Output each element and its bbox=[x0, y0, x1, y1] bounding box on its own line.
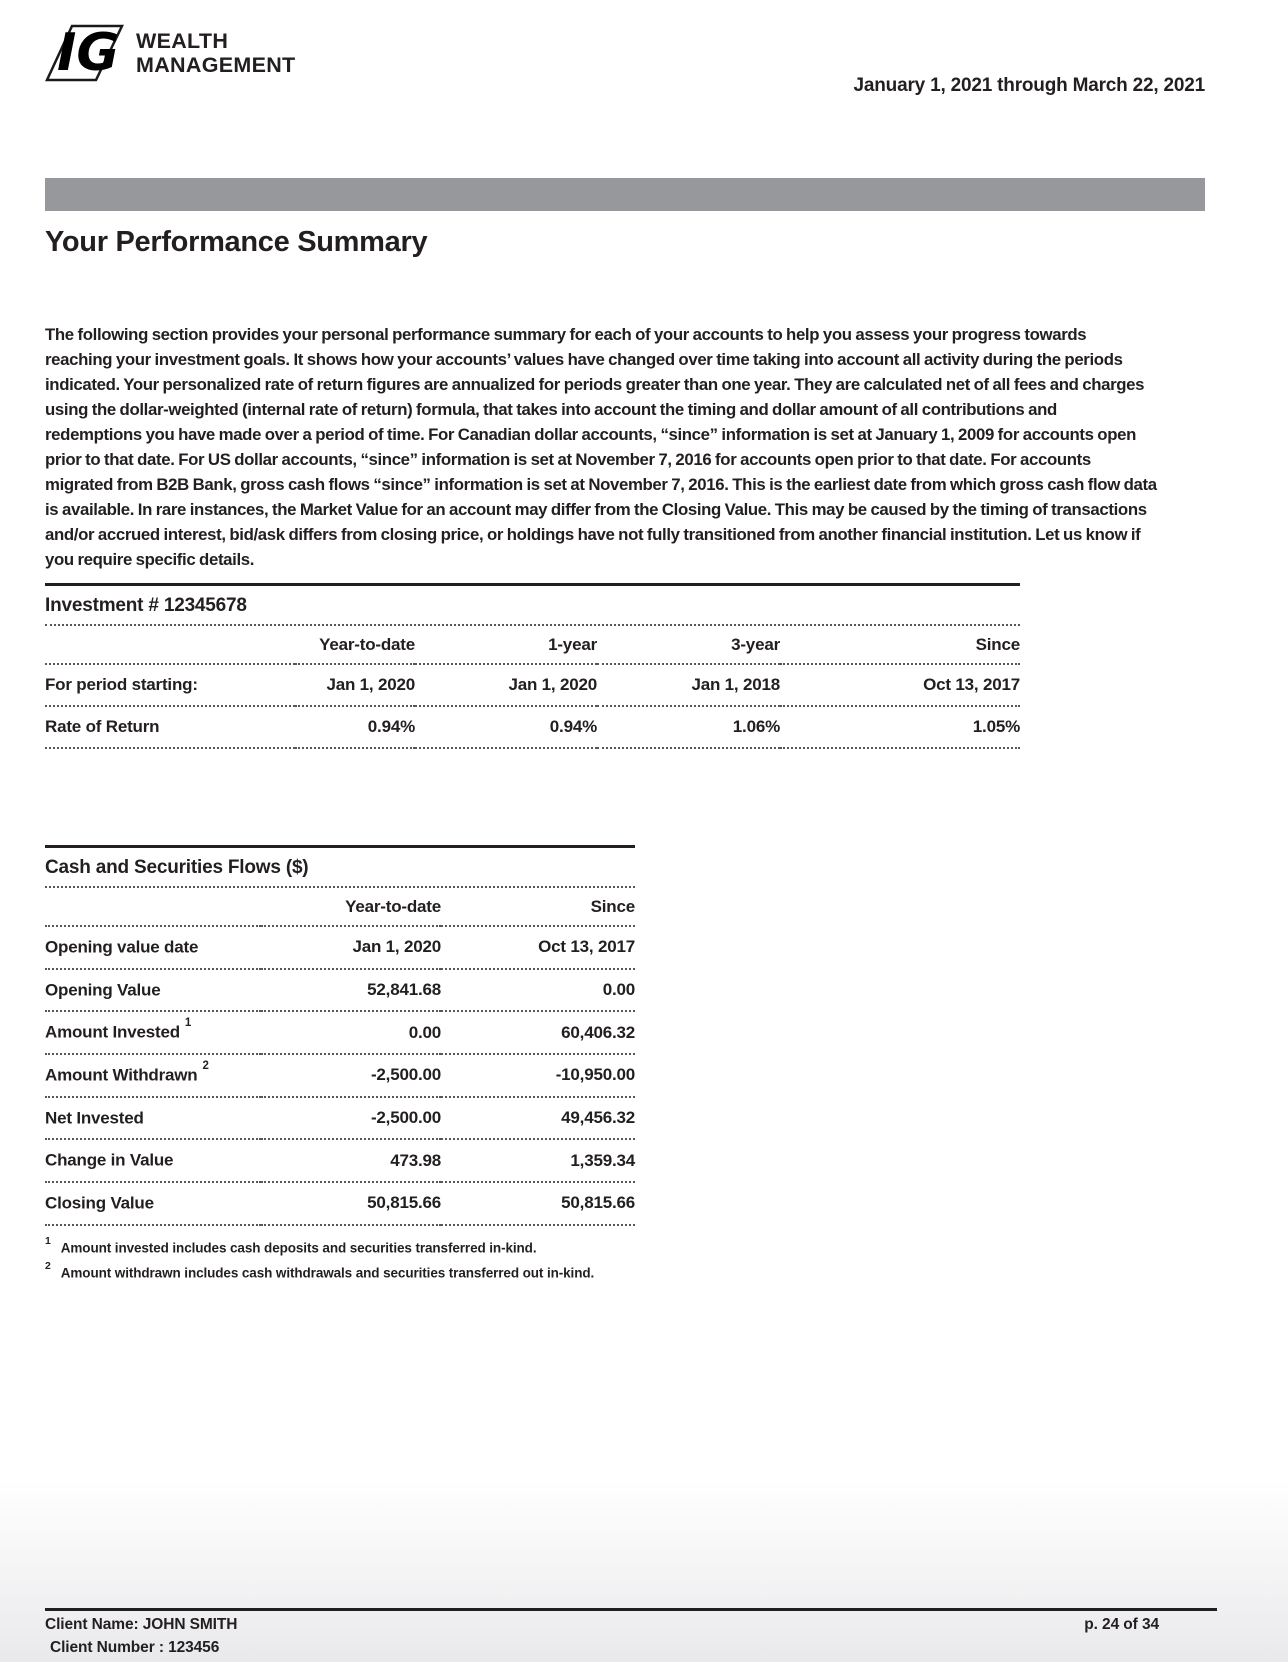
cell-value: 0.94% bbox=[295, 706, 415, 748]
cell-value: 52,841.68 bbox=[261, 969, 441, 1012]
row-label: Opening Value bbox=[45, 969, 261, 1012]
cell-value: Oct 13, 2017 bbox=[441, 926, 635, 969]
table-row bbox=[45, 926, 635, 969]
row-label: Net Invested bbox=[45, 1097, 261, 1140]
cell-value: 49,456.32 bbox=[441, 1097, 635, 1140]
column-header-1year: 1-year bbox=[415, 626, 597, 664]
cell-value: 1.05% bbox=[780, 706, 1020, 748]
cell-value: 0.00 bbox=[441, 969, 635, 1012]
cash-flows-table bbox=[45, 888, 635, 1226]
cell-value: 1.06% bbox=[597, 706, 780, 748]
cell-value: 0.94% bbox=[415, 706, 597, 748]
table-row bbox=[45, 969, 635, 1012]
footnote-2 bbox=[45, 1260, 635, 1281]
footnote-1-text: Amount invested includes cash deposits and securities transferred in-kind. bbox=[60, 1240, 537, 1256]
investment-section-title: Investment # 12345678 bbox=[45, 586, 1020, 626]
table-header-row bbox=[45, 888, 635, 926]
brand-wordmark bbox=[136, 22, 295, 77]
page-number: p. 24 of 34 bbox=[1084, 1616, 1159, 1633]
client-name: Client Name: JOHN SMITH bbox=[45, 1616, 238, 1633]
brand-logo bbox=[45, 22, 1243, 82]
table-row bbox=[45, 706, 1020, 748]
client-number: Client Number : 123456 bbox=[50, 1639, 220, 1656]
footnote-2-text: Amount withdrawn includes cash withdrawals and securities transferred out in-kind. bbox=[60, 1265, 595, 1281]
table-row bbox=[45, 664, 1020, 706]
table-header-row bbox=[45, 626, 1020, 664]
table-row bbox=[45, 1054, 635, 1097]
footnote-2-marker: 2 bbox=[45, 1260, 51, 1273]
cell-value: Jan 1, 2020 bbox=[261, 926, 441, 969]
page-footer bbox=[45, 1608, 1217, 1657]
column-header-since: Since bbox=[780, 626, 1020, 664]
column-spacer bbox=[45, 888, 261, 926]
footnote-marker: 2 bbox=[202, 1059, 209, 1072]
footnotes bbox=[45, 1234, 635, 1281]
cell-value: Oct 13, 2017 bbox=[780, 664, 1020, 706]
cash-securities-flows-section bbox=[45, 845, 635, 1281]
cell-value: Jan 1, 2018 bbox=[597, 664, 780, 706]
cell-value: -10,950.00 bbox=[441, 1054, 635, 1097]
footnote-marker: 1 bbox=[184, 1017, 192, 1030]
column-header-ytd: Year-to-date bbox=[261, 888, 441, 926]
page-header bbox=[45, 22, 1243, 102]
brand-line-1: WEALTH bbox=[136, 29, 229, 53]
column-spacer bbox=[45, 626, 295, 664]
cell-value: 473.98 bbox=[261, 1139, 441, 1182]
column-header-since: Since bbox=[441, 888, 635, 926]
ig-logo-icon bbox=[45, 24, 125, 82]
row-label: Amount Withdrawn $^2$ bbox=[45, 1054, 261, 1097]
brand-line-2: MANAGEMENT bbox=[136, 53, 296, 77]
page-title: Your Performance Summary bbox=[45, 226, 428, 258]
statement-period: January 1, 2021 through March 22, 2021 bbox=[853, 75, 1205, 96]
table-row bbox=[45, 1182, 635, 1225]
client-info bbox=[45, 1616, 237, 1657]
column-header-3year: 3-year bbox=[597, 626, 780, 664]
footnote-1 bbox=[45, 1234, 635, 1256]
row-label: Opening value date bbox=[45, 926, 261, 969]
column-header-ytd: Year-to-date bbox=[295, 626, 415, 664]
investment-performance-table bbox=[45, 626, 1020, 749]
row-label: Closing Value bbox=[45, 1182, 261, 1225]
brand-mark-text: IG bbox=[57, 24, 120, 82]
footnote-1-marker: 1 bbox=[45, 1234, 51, 1247]
section-divider-bar bbox=[45, 178, 1205, 211]
cell-value: 50,815.66 bbox=[441, 1182, 635, 1225]
cash-flows-section-title: Cash and Securities Flows ($) bbox=[45, 848, 635, 888]
intro-paragraph: The following section provides your personal performance summary for each of your accounts to help you assess your progress towards reaching your investment goals. It shows how your accounts’ values have changed over time taking into account all activity during the periods indicated. Your personalized rate of return figures are annualized for periods greater than one year. They are calculated net of all fees and charges using the dollar-weighted (internal rate of return) formula, that takes into account the timing and dollar amount of all contributions and redemptions you have made over a period of time. For Canadian dollar accounts, “since” information is set at January 1, 2009 for accounts open prior to that date. For US dollar accounts, “since” information is set at November 7, 2016 for accounts open prior to that date. For accounts migrated from B2B Bank, gross cash flows “since” information is set at November 7, 2016. This is the earliest date from which gross cash flow data is available. In rare instances, the Market Value for an account may differ from the Closing Value. This may be caused by the timing of transactions and/or accrued interest, bid/ask differs from closing price, or holdings have not fully transitioned from another financial institution. Let us know if you require specific details. bbox=[45, 325, 1157, 569]
cell-value: -2,500.00 bbox=[261, 1097, 441, 1140]
investment-performance-section bbox=[45, 583, 1020, 749]
cell-value: Jan 1, 2020 bbox=[415, 664, 597, 706]
cell-value: 50,815.66 bbox=[261, 1182, 441, 1225]
row-label: For period starting: bbox=[45, 664, 295, 706]
table-row bbox=[45, 1139, 635, 1182]
row-label: Rate of Return bbox=[45, 706, 295, 748]
cell-value: 1,359.34 bbox=[441, 1139, 635, 1182]
cell-value: 60,406.32 bbox=[441, 1011, 635, 1054]
cell-value: -2,500.00 bbox=[261, 1054, 441, 1097]
cell-value: Jan 1, 2020 bbox=[295, 664, 415, 706]
table-row bbox=[45, 1011, 635, 1054]
table-row bbox=[45, 1097, 635, 1140]
row-label: Change in Value bbox=[45, 1139, 261, 1182]
row-label: Amount Invested $^1$ bbox=[45, 1011, 261, 1054]
cell-value: 0.00 bbox=[261, 1011, 441, 1054]
